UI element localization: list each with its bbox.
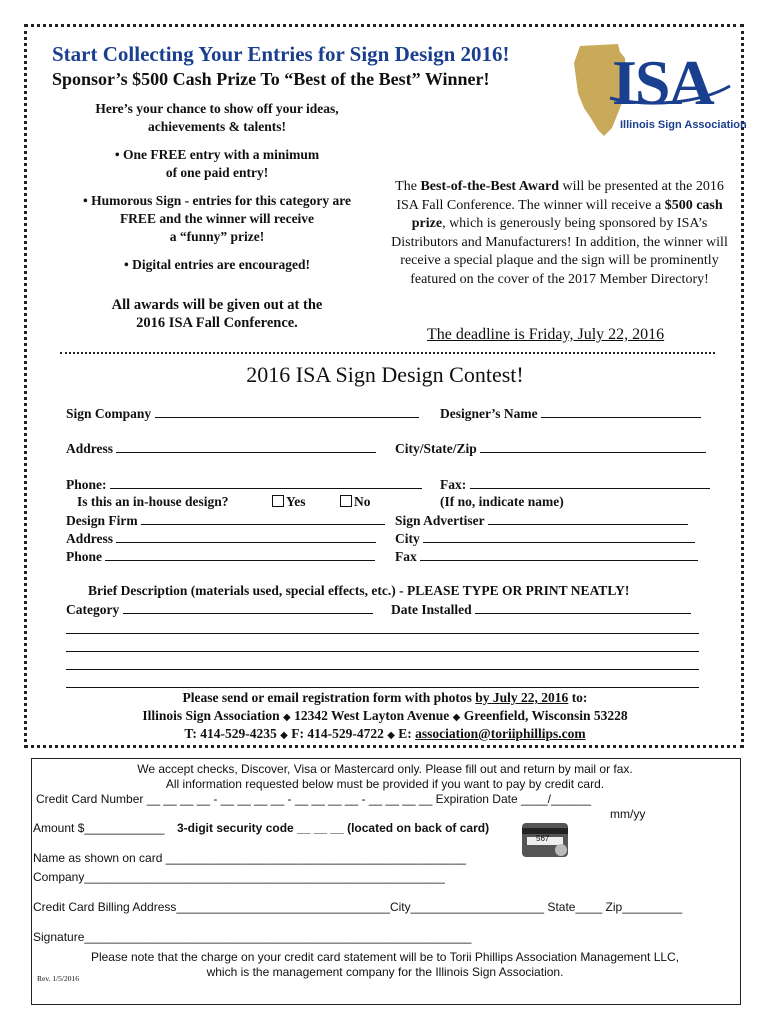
- address2-field[interactable]: [116, 530, 376, 543]
- intro-line-1: Here’s your chance to show off your ideas,: [95, 101, 339, 116]
- category-field[interactable]: [123, 601, 373, 614]
- award-description: The Best-of-the-Best Award will be presented at the 2016 ISA Fall Conference. The winner will receive a $500 cash prize, which is generously being sponsored by ISA’s Distributors and Manufacturers! In addition, the winner will receive a special plaque and the sign will be prominently featured on the cover of the 2017 Member Directory!: [391, 179, 728, 287]
- logo-isa-text: ISA: [612, 47, 713, 118]
- billing-address-field[interactable]: Credit Card Billing Address________________________________City____________________ State____ Zip_________: [33, 900, 683, 914]
- category-row: Category: [66, 601, 373, 618]
- no-checkbox[interactable]: [340, 495, 352, 507]
- city-state-zip-field[interactable]: [480, 440, 706, 453]
- sign-advertiser-field[interactable]: [488, 512, 688, 525]
- designers-name-field[interactable]: [541, 405, 701, 418]
- bullet-2: • Humorous Sign - entries for this category are: [83, 193, 351, 208]
- phone2-field[interactable]: [105, 548, 375, 561]
- payment-line-1: We accept checks, Discover, Visa or Mastercard only. Please fill out and return by mail or fax.: [137, 762, 633, 776]
- security-code-field[interactable]: 3-digit security code __ __ __ (located on back of card): [177, 821, 490, 835]
- send-instructions: Please send or email registration form with photos by July 22, 2016 to:: [182, 690, 588, 705]
- sign-company-field[interactable]: [155, 405, 419, 418]
- yes-checkbox[interactable]: [272, 495, 284, 507]
- diamond-icon: ◆: [452, 712, 461, 723]
- sign-advertiser-row: Sign Advertiser: [395, 512, 688, 529]
- name-on-card-field[interactable]: Name as shown on card _____________________________________________: [33, 851, 467, 865]
- city-row: City: [395, 530, 695, 547]
- revision-date: Rev. 1/5/2016: [37, 974, 80, 983]
- address-field[interactable]: [116, 440, 376, 453]
- date-installed-row: Date Installed: [391, 601, 691, 618]
- fax-row: Fax:: [440, 476, 710, 493]
- note-line-1: Please note that the charge on your credit card statement will be to Torii Phillips Association Management LLC,: [90, 950, 680, 964]
- bullet-3: • Digital entries are encouraged!: [124, 257, 310, 272]
- contest-title: 2016 ISA Sign Design Contest!: [246, 362, 524, 387]
- section-divider: [60, 352, 715, 354]
- brief-description-label: Brief Description (materials used, special effects, etc.) - PLEASE TYPE OR PRINT NEATLY!: [88, 583, 630, 598]
- email-link[interactable]: association@toriiphillips.com: [415, 726, 586, 741]
- logo-tagline: Illinois Sign Association: [620, 119, 747, 131]
- contact-info: T: 414-529-4235 ◆ F: 414-529-4722 ◆ E: association@toriiphillips.com: [184, 726, 586, 741]
- phone2-row: Phone: [66, 548, 375, 565]
- designers-name-row: Designer’s Name: [440, 405, 701, 422]
- address-row: Address: [66, 440, 376, 457]
- description-line-2[interactable]: [66, 651, 699, 652]
- phone-field[interactable]: [110, 476, 422, 489]
- credit-card-number-field[interactable]: Credit Card Number __ __ __ __ - __ __ __ __ - __ __ __ __ - __ __ __ __ Expiration Date ____/______: [36, 792, 592, 806]
- deadline-text: The deadline is Friday, July 22, 2016: [427, 326, 665, 343]
- description-line-4[interactable]: [66, 687, 699, 688]
- if-no-note: (If no, indicate name): [440, 494, 564, 509]
- inhouse-question: Is this an in-house design?: [77, 494, 229, 509]
- fax2-field[interactable]: [420, 548, 698, 561]
- fax2-row: Fax: [395, 548, 698, 565]
- mailing-address: Illinois Sign Association ◆ 12342 West Layton Avenue ◆ Greenfield, Wisconsin 53228: [142, 708, 628, 723]
- page-subtitle: Sponsor’s $500 Cash Prize To “Best of the Best” Winner!: [52, 69, 490, 89]
- design-firm-row: Design Firm: [66, 512, 385, 529]
- left-column: [52, 100, 382, 332]
- bullet-1: • One FREE entry with a minimum: [114, 147, 320, 162]
- bullet-2-cont-b: a “funny” prize!: [169, 229, 265, 244]
- diamond-icon: ◆: [283, 712, 291, 723]
- awards-line-2: 2016 ISA Fall Conference.: [136, 315, 298, 331]
- mmyy-hint: mm/yy: [610, 807, 646, 821]
- bullet-1-cont: of one paid entry!: [165, 165, 269, 180]
- awards-line-1: All awards will be given out at the: [111, 297, 323, 313]
- address2-row: Address: [66, 530, 376, 547]
- card-sample-number: 567: [536, 834, 550, 843]
- sign-company-row: Sign Company: [66, 405, 419, 422]
- date-installed-field[interactable]: [475, 601, 691, 614]
- fax-field[interactable]: [470, 476, 710, 489]
- bullet-2-cont-a: FREE and the winner will receive: [119, 211, 315, 226]
- intro-line-2: achievements & talents!: [148, 119, 286, 134]
- note-line-2: which is the management company for the Illinois Sign Association.: [206, 965, 564, 979]
- phone-row: Phone:: [66, 476, 422, 493]
- signature-field[interactable]: Signature__________________________________________________________: [33, 930, 472, 944]
- diamond-icon: ◆: [280, 730, 288, 741]
- company-field[interactable]: Company______________________________________________________: [33, 870, 445, 884]
- city-field[interactable]: [423, 530, 695, 543]
- diamond-icon: ◆: [387, 730, 395, 741]
- description-line-1[interactable]: [66, 633, 699, 634]
- page-title: Start Collecting Your Entries for Sign Design 2016!: [52, 42, 510, 66]
- design-firm-field[interactable]: [141, 512, 385, 525]
- city-state-zip-row: City/State/Zip: [395, 440, 706, 457]
- amount-field[interactable]: Amount $____________: [33, 821, 165, 835]
- description-line-3[interactable]: [66, 669, 699, 670]
- payment-line-2: All information requested below must be provided if you want to pay by credit card.: [165, 777, 605, 791]
- no-option: No: [340, 494, 371, 510]
- yes-option: Yes: [272, 494, 306, 510]
